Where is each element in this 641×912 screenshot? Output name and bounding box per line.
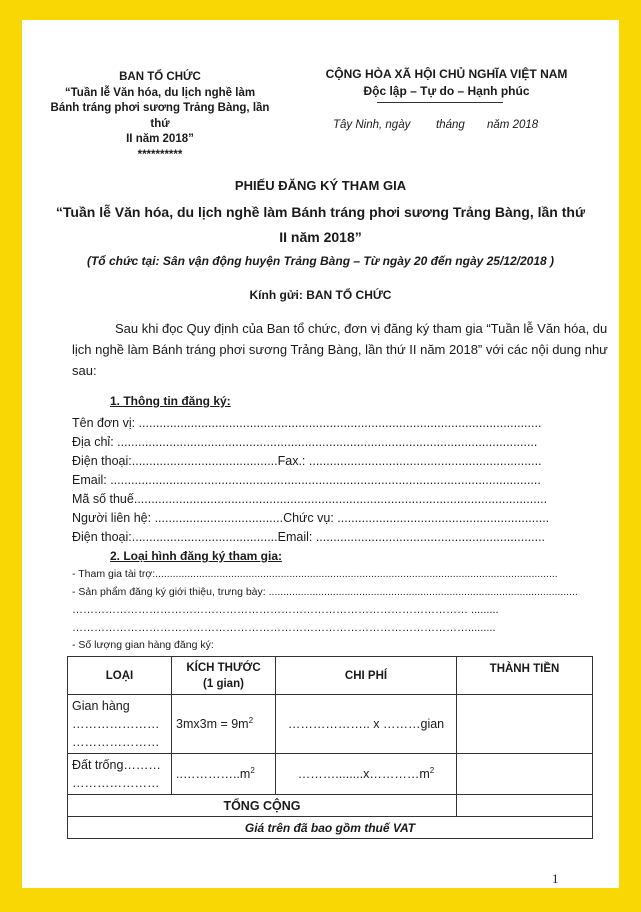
table-row: [68, 695, 593, 754]
intro-line: lịch nghề làm Bánh tráng phơi sương Trảng Bàng, lần thứ II năm 2018” với các nội dung như: [72, 342, 608, 357]
event-title-line2: II năm 2018”: [279, 229, 362, 245]
field-address[interactable]: Địa chỉ: .........................................................................................................................: [72, 435, 538, 449]
salutation: Kính gửi: BAN TỔ CHỨC: [249, 288, 392, 302]
national-header: [314, 66, 579, 100]
field-products-cont[interactable]: ……………………………………………………………………………………………… .........: [72, 604, 499, 616]
organizer-stars: **********: [137, 148, 183, 161]
fee-table: [67, 656, 593, 839]
organizer-event-line: “Tuần lễ Văn hóa, du lịch nghề làm: [64, 86, 256, 99]
booth-type-label: Gian hàng: [72, 699, 130, 713]
col-header-size: [172, 657, 276, 695]
country-name: CỘNG HÒA XÃ HỘI CHỦ NGHĨA VIỆT NAM: [325, 67, 568, 81]
vat-note: Giá trên đã bao gồm thuế VAT: [68, 817, 593, 839]
section2-heading: 2. Loại hình đăng ký tham gia:: [110, 549, 283, 563]
field-phone-email[interactable]: Điện thoại:..........................................Email: ..................................................................: [72, 530, 546, 544]
field-contact-position[interactable]: Người liên hệ: .....................................Chức vụ: .............................................................: [72, 511, 550, 525]
booth-type-dots[interactable]: …………………: [72, 717, 160, 731]
superscript: 2: [250, 766, 255, 776]
land-size-value: ..…………..m: [176, 767, 251, 782]
document-page: [22, 20, 619, 888]
superscript: 2: [248, 716, 254, 726]
field-tax-code[interactable]: Mã số thuế.......................................................................................................................: [72, 492, 548, 506]
land-cost-value: ………........x…………m: [297, 767, 430, 782]
organizer-header: [40, 70, 280, 163]
total-amount[interactable]: [457, 795, 593, 817]
table-row: [68, 754, 593, 795]
organizer-title: BAN TỔ CHỨC: [119, 71, 201, 83]
motto-underline: [377, 102, 503, 103]
organizer-event-line: Bánh tráng phơi sương Trảng Bàng, lần thứ: [50, 102, 270, 130]
date-month: tháng: [436, 119, 465, 131]
row-land-size[interactable]: [172, 754, 276, 795]
field-products[interactable]: - Sản phẩm đăng ký giới thiệu, trưng bày: ..........................................................................................................: [72, 586, 578, 598]
field-products-cont[interactable]: ……………………………………………………………………………………………….........: [72, 622, 496, 634]
table-note-row: [68, 817, 593, 839]
organizer-event-line: II năm 2018”: [126, 133, 194, 145]
col-header-size-line1: KÍCH THƯỚC: [186, 661, 261, 674]
country-motto: Độc lập – Tự do – Hạnh phúc: [363, 84, 530, 98]
table-total-row: [68, 795, 593, 817]
intro-line: sau:: [72, 363, 97, 378]
form-title: PHIẾU ĐĂNG KÝ THAM GIA: [234, 178, 407, 193]
row-booth-type: [68, 695, 172, 754]
field-unit-name[interactable]: Tên đơn vị: ....................................................................................................................: [72, 416, 542, 430]
booth-count-label: - Số lượng gian hàng đăng ký:: [72, 639, 214, 651]
row-land-amount[interactable]: [457, 754, 593, 795]
total-label: TỔNG CỘNG: [68, 795, 457, 817]
col-header-total: THÀNH TIỀN: [457, 657, 593, 695]
field-phone-fax[interactable]: Điện thoại:..........................................Fax.: ...................................................................: [72, 454, 542, 468]
row-land-cost[interactable]: [276, 754, 457, 795]
table-header-row: [68, 657, 593, 695]
land-type-dots[interactable]: …………………: [72, 776, 160, 790]
section1-heading: 1. Thông tin đăng ký:: [110, 394, 231, 408]
date-year: năm 2018: [487, 119, 539, 131]
row-land-type: [68, 754, 172, 795]
booth-size-value: 3mx3m = 9m: [176, 717, 249, 732]
row-booth-amount[interactable]: [457, 695, 593, 754]
page-number: 1: [552, 871, 559, 886]
booth-type-dots[interactable]: …………………: [72, 735, 160, 749]
col-header-size-line2: (1 gian): [203, 677, 244, 690]
venue-note: (Tổ chức tại: Sân vận động huyện Trảng Bàng – Từ ngày 20 đến ngày 25/12/2018 ): [86, 254, 555, 268]
date-place: Tây Ninh, ngày: [333, 119, 411, 131]
land-type-label[interactable]: Đất trống………: [72, 758, 161, 772]
field-sponsorship[interactable]: - Tham gia tài trợ:..........................................................................................................................................: [72, 568, 558, 580]
superscript: 2: [429, 766, 435, 776]
row-booth-cost[interactable]: ……………….. x ………gian: [276, 695, 457, 754]
col-header-type: LOẠI: [68, 657, 172, 695]
row-booth-size: [172, 695, 276, 754]
intro-line: Sau khi đọc Quy định của Ban tổ chức, đơn vị đăng ký tham gia “Tuần lễ Văn hóa, du: [115, 321, 608, 336]
col-header-cost: CHI PHÍ: [276, 657, 457, 695]
field-email[interactable]: Email: ............................................................................................................................: [72, 473, 541, 487]
event-title-line1: “Tuần lễ Văn hóa, du lịch nghề làm Bánh tráng phơi sương Trảng Bàng, lần thứ: [55, 204, 586, 220]
